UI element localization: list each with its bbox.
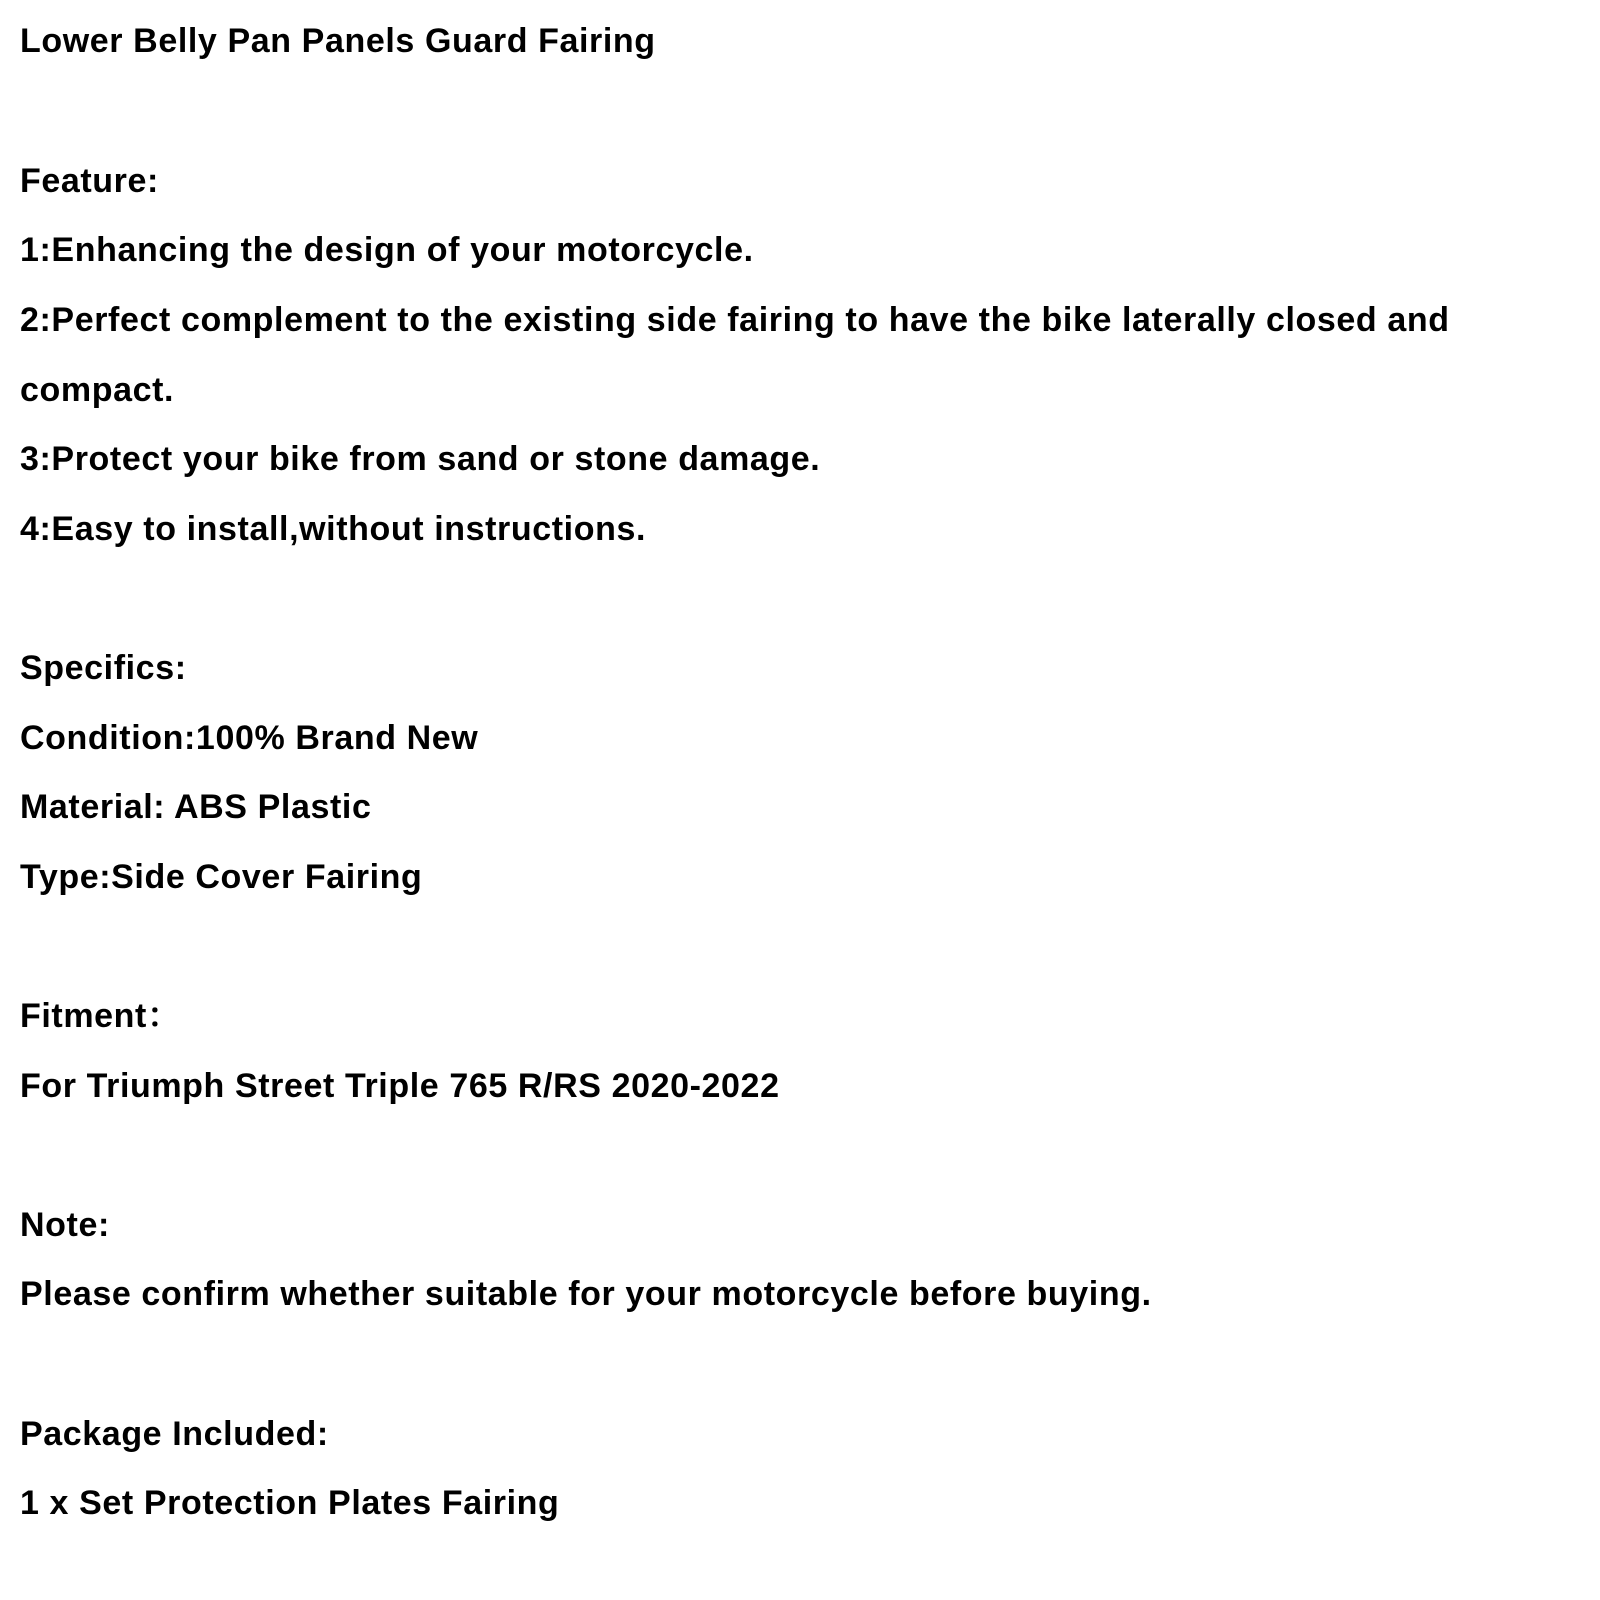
spec-type: Type:Side Cover Fairing <box>20 858 423 896</box>
fitment-text: For Triumph Street Triple 765 R/RS 2020-2022 <box>20 1067 780 1105</box>
feature-item-3: 3:Protect your bike from sand or stone damage. <box>20 440 821 478</box>
feature-heading: Feature: <box>20 162 159 200</box>
fitment-heading: Fitment： <box>20 997 182 1035</box>
feature-item-2: 2:Perfect complement to the existing side fairing to have the bike laterally closed and <box>20 301 1450 339</box>
feature-item-4: 4:Easy to install,without instructions. <box>20 510 647 548</box>
spec-condition: Condition:100% Brand New <box>20 719 479 757</box>
page-title: Lower Belly Pan Panels Guard Fairing <box>20 22 656 60</box>
note-heading: Note: <box>20 1206 110 1244</box>
feature-item-2-continued: compact. <box>20 371 175 409</box>
feature-item-1: 1:Enhancing the design of your motorcycle. <box>20 231 754 269</box>
package-text: 1 x Set Protection Plates Fairing <box>20 1484 560 1522</box>
spec-material: Material: ABS Plastic <box>20 788 372 826</box>
note-text: Please confirm whether suitable for your motorcycle before buying. <box>20 1275 1152 1313</box>
package-heading: Package Included: <box>20 1415 329 1453</box>
specifics-heading: Specifics: <box>20 649 187 687</box>
